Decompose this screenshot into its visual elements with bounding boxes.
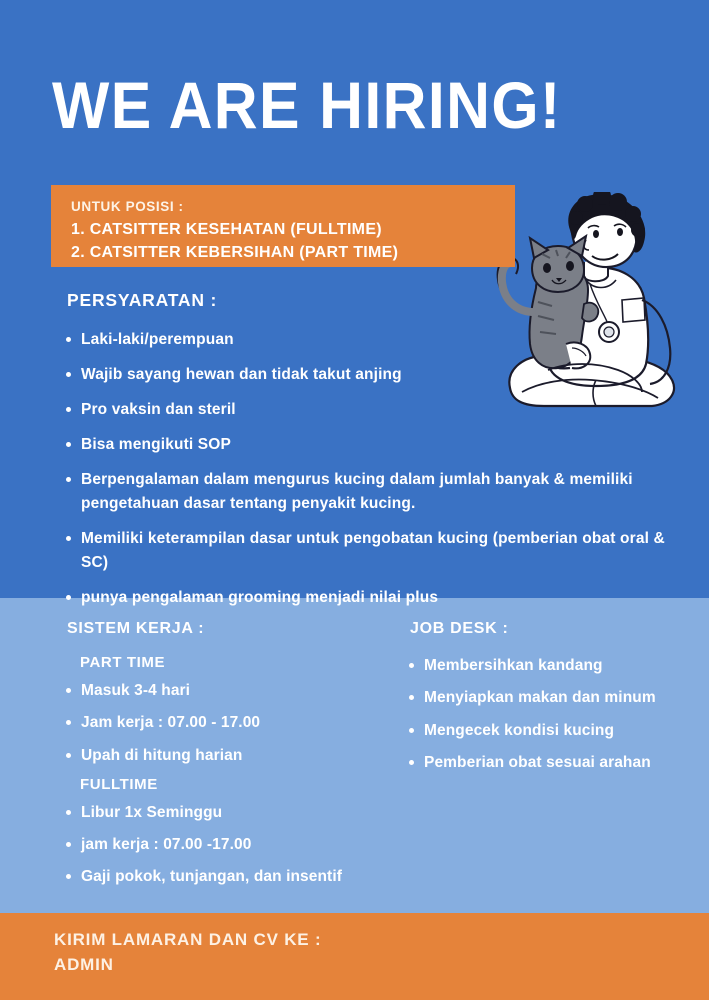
list-item: Membersihkan kandang — [408, 654, 673, 677]
list-item: Jam kerja : 07.00 - 17.00 — [65, 711, 395, 734]
list-item: Masuk 3-4 hari — [65, 679, 395, 702]
list-item: Wajib sayang hewan dan tidak takut anjing — [65, 363, 675, 387]
requirements-heading: PERSYARATAN : — [67, 290, 218, 310]
list-item: Memiliki keterampilan dasar untuk pengobatan kucing (pemberian obat oral & SC) — [65, 527, 675, 575]
list-item: Menyiapkan makan dan minum — [408, 686, 673, 709]
part-time-list — [65, 679, 395, 767]
job-desk-section — [408, 620, 673, 783]
list-item: Bisa mengikuti SOP — [65, 433, 675, 457]
list-item: Upah di hitung harian — [65, 744, 395, 767]
position-box-title: UNTUK POSISI : — [71, 199, 184, 214]
list-item: Gaji pokok, tunjangan, dan insentif — [65, 865, 395, 888]
footer-line-2: ADMIN — [54, 954, 114, 974]
list-item: Pro vaksin dan steril — [65, 398, 675, 422]
position-item: 1. CATSITTER KESEHATAN (FULLTIME) — [71, 220, 382, 238]
job-desk-heading: JOB DESK : — [410, 620, 509, 637]
work-system-section — [65, 620, 395, 898]
part-time-label: PART TIME — [80, 654, 166, 671]
list-item: jam kerja : 07.00 -17.00 — [65, 833, 395, 856]
list-item: Pemberian obat sesuai arahan — [408, 751, 673, 774]
position-box — [51, 185, 515, 267]
list-item: punya pengalaman grooming menjadi nilai plus — [65, 586, 675, 610]
footer-contact — [54, 928, 321, 977]
work-system-heading: SISTEM KERJA : — [67, 620, 205, 637]
fulltime-list — [65, 801, 395, 889]
requirements-list — [65, 328, 675, 621]
list-item: Berpengalaman dalam mengurus kucing dalam jumlah banyak & memiliki pengetahuan dasar tentang penyakit kucing. — [65, 468, 675, 516]
list-item: Mengecek kondisi kucing — [408, 719, 673, 742]
job-desk-list — [408, 654, 673, 774]
list-item: Laki-laki/perempuan — [65, 328, 675, 352]
fulltime-label: FULLTIME — [80, 775, 158, 793]
position-item: 2. CATSITTER KEBERSIHAN (PART TIME) — [71, 244, 399, 262]
footer-line-1: KIRIM LAMARAN DAN CV KE : — [54, 930, 322, 949]
page-title: WE ARE HIRING! — [52, 68, 562, 142]
list-item: Libur 1x Seminggu — [65, 801, 395, 824]
